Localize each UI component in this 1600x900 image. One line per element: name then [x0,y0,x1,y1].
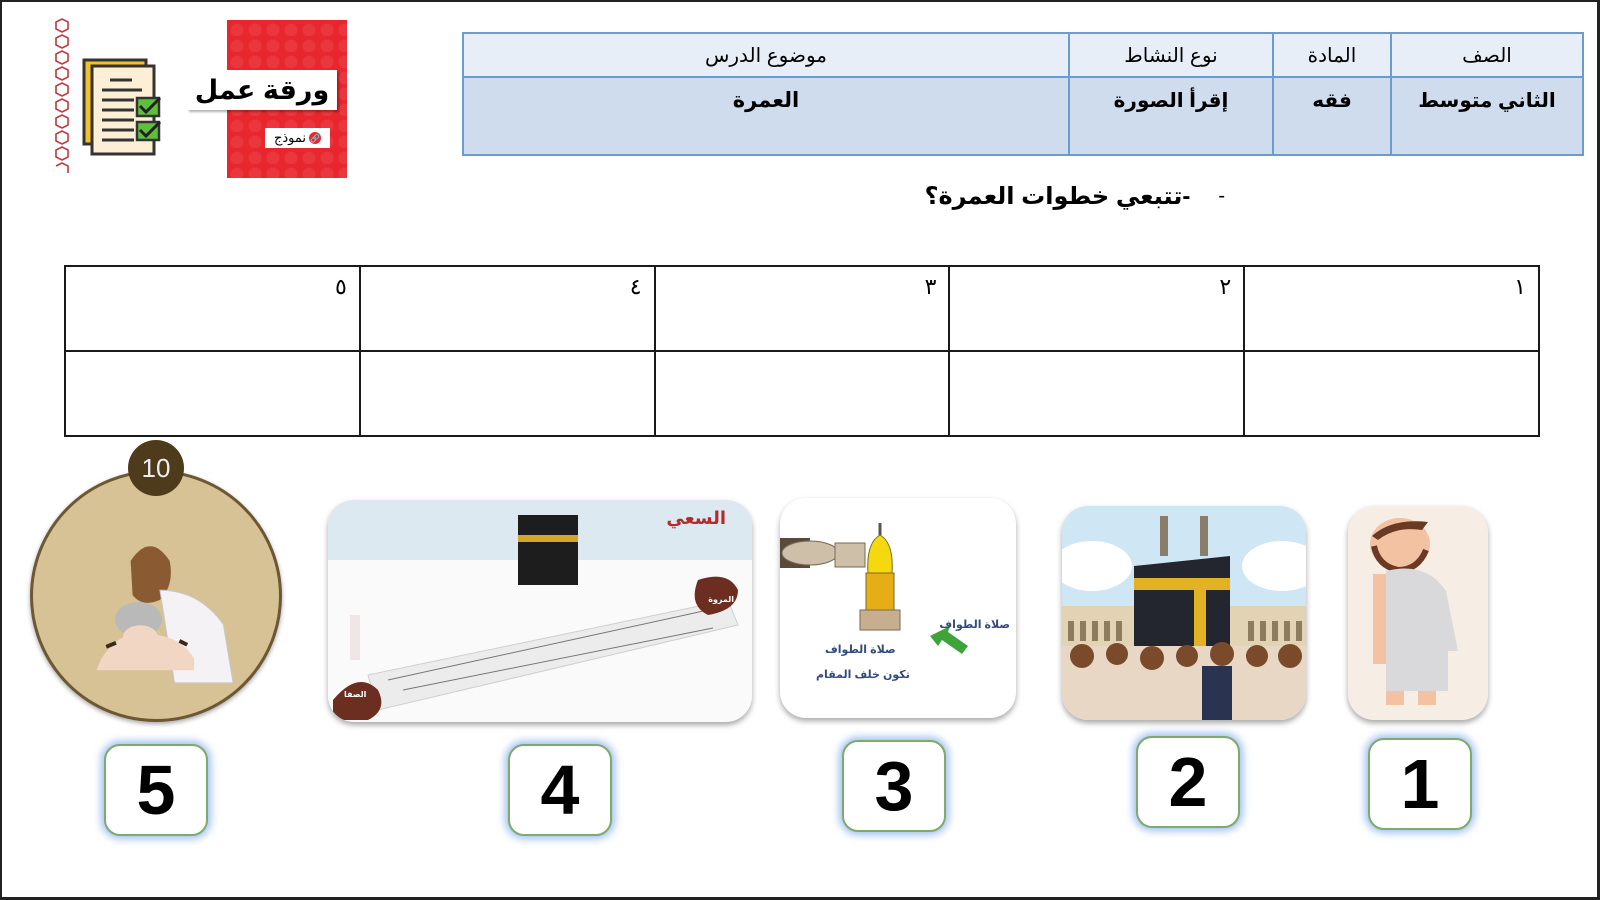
info-value-row [463,77,1583,155]
maqam-ibrahim-illustration-icon [780,498,1016,718]
ihram-pilgrim-illustration-icon [1348,506,1488,720]
answer-cell-1[interactable]: ١ [1244,266,1539,351]
lesson-topic-header: موضوع الدرس [463,33,1069,77]
answer-cell-2[interactable]: ٢ [949,266,1244,351]
info-header-row [463,33,1583,77]
card-tawaf-prayer[interactable] [780,498,1016,718]
answer-cell-5[interactable]: ٥ [65,266,360,351]
tawaf-prayer-label: صلاة الطواف [825,644,896,656]
tawaf-prayer-label-right: صلاة الطواف [939,619,1010,631]
card-sai[interactable] [328,500,752,722]
number-badge-1: 1 [1368,738,1472,830]
number-badge-3: 3 [842,740,946,832]
worksheet-logo [52,18,348,180]
question-text: -تتبعي خطوات العمرة؟ [924,183,1191,210]
question-bullet: - [1218,185,1225,207]
logo-title: ورقة عمل [187,70,337,110]
tawaf-kaaba-crowd-illustration-icon [1062,506,1306,720]
lesson-topic-value: العمرة [463,77,1069,155]
head-shaving-illustration-icon [33,473,279,719]
number-badge-4: 4 [508,744,612,836]
card-tawaf[interactable] [1062,506,1306,720]
safa-label: الصفا [344,690,367,699]
sai-label: السعي [666,508,726,528]
answer-cell-3[interactable]: ٣ [655,266,950,351]
hexagon-pattern-icon [52,18,74,178]
answer-cell-4[interactable]: ٤ [360,266,655,351]
behind-maqam-label: تكون خلف المقام [816,669,910,681]
subject-header: المادة [1273,33,1391,77]
logo-subtitle: 🔗 نموذج [265,128,330,148]
answer-grid [64,265,1540,437]
grade-value: الثاني متوسط [1391,77,1583,155]
answer-number-row [65,266,1539,351]
answer-input-3[interactable] [655,351,950,436]
question-heading [925,182,1225,211]
number-badge-2: 2 [1136,736,1240,828]
grade-header: الصف [1391,33,1583,77]
answer-input-1[interactable] [1244,351,1539,436]
lesson-info-table [462,32,1584,156]
answer-input-4[interactable] [360,351,655,436]
answer-input-5[interactable] [65,351,360,436]
link-icon: 🔗 [310,133,320,143]
answer-input-2[interactable] [949,351,1244,436]
answer-input-row [65,351,1539,436]
sai-safa-marwa-illustration-icon [328,500,752,722]
activity-type-header: نوع النشاط [1069,33,1273,77]
number-badge-5: 5 [104,744,208,836]
card-ihram[interactable] [1348,506,1488,720]
activity-type-value: إقرأ الصورة [1069,77,1273,155]
document-checklist-icon [82,58,172,158]
step-number-badge: 10 [128,440,184,496]
card-head-shaving[interactable] [30,470,282,722]
subject-value: فقه [1273,77,1391,155]
marwa-label: المروة [708,595,734,604]
